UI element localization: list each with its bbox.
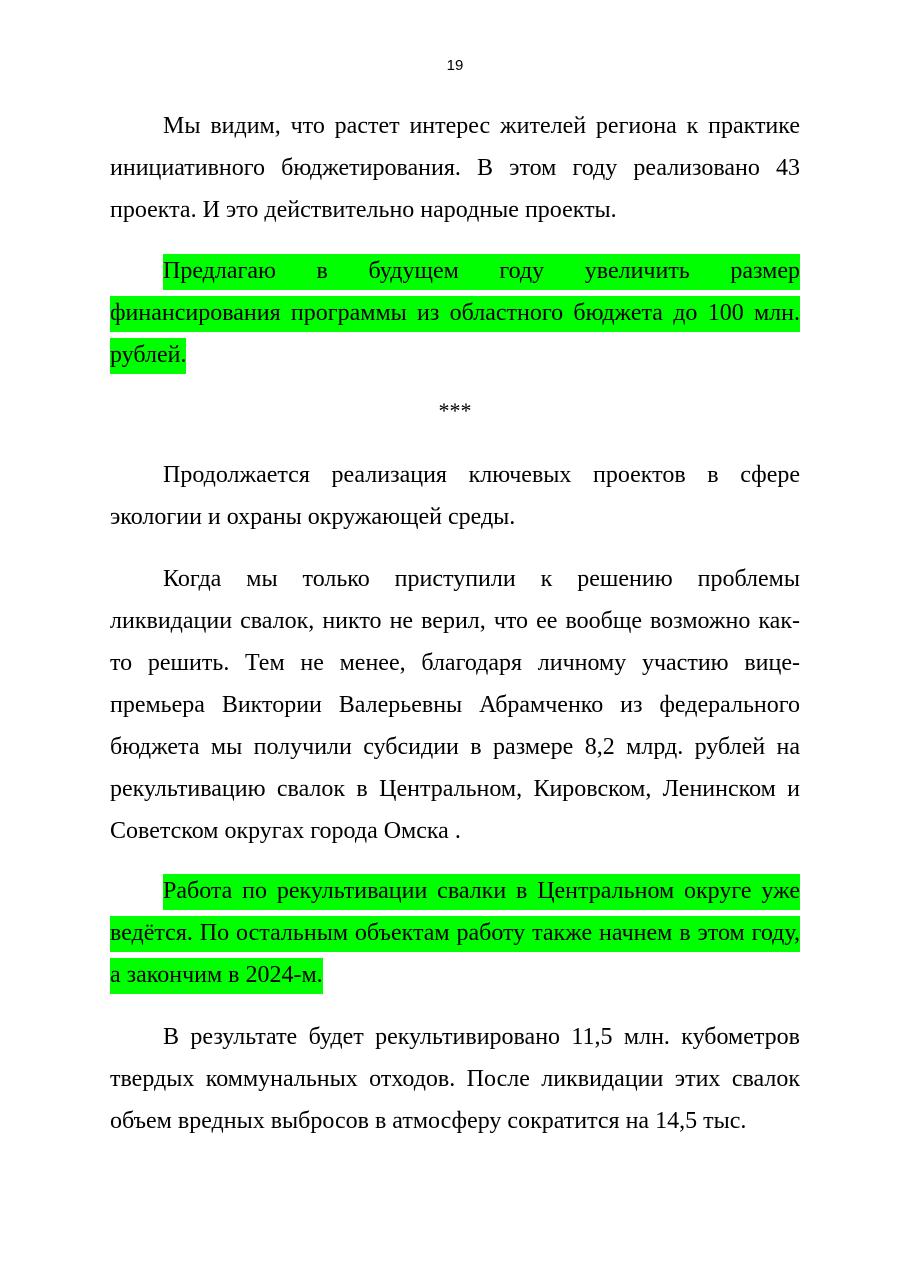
highlighted-text: Работа по рекультивации свалки в Центральном округе уже ведётся. По остальным объектам работу также начнем в этом году, а закончим в 2024-м. <box>110 874 800 994</box>
paragraph-text: Мы видим, что растет интерес жителей региона к практике инициативного бюджетирования. В этом году реализовано 43 проекта. И это действительно народные проекты. <box>110 113 800 223</box>
page-number: 19 <box>446 57 464 74</box>
paragraph-initiative-budgeting <box>110 105 800 231</box>
paragraph-recultivation-results <box>110 1016 800 1142</box>
paragraph-recultivation-progress <box>110 870 800 996</box>
highlighted-text: Предлагаю в будущем году увеличить размер финансирования программы из областного бюджета до 100 млн. рублей. <box>110 254 800 374</box>
paragraph-text: В результате будет рекультивировано 11,5 млн. кубометров твердых коммунальных отходов. После ликвидации этих свалок объем вредных выбросов в атмосферу сократится на 14,5 тыс. <box>110 1024 800 1134</box>
section-separator: *** <box>438 398 472 423</box>
paragraph-ecology-projects <box>110 454 800 538</box>
paragraph-text: Когда мы только приступили к решению проблемы ликвидации свалок, никто не верил, что ее вообще возможно как-то решить. Тем не менее, благодаря личному участию вице-премьера Виктории Валерьевны Абрамченко из федерального бюджета мы получили субсидии в размере 8,2 млрд. рублей на рекультивацию свалок в Центральном, Кировском, Ленинском и Советском округах города Омска . <box>110 566 800 844</box>
paragraph-funding-proposal <box>110 250 800 376</box>
paragraph-text: Продолжается реализация ключевых проектов в сфере экологии и охраны окружающей среды. <box>110 462 800 530</box>
paragraph-landfill-subsidies <box>110 558 800 852</box>
